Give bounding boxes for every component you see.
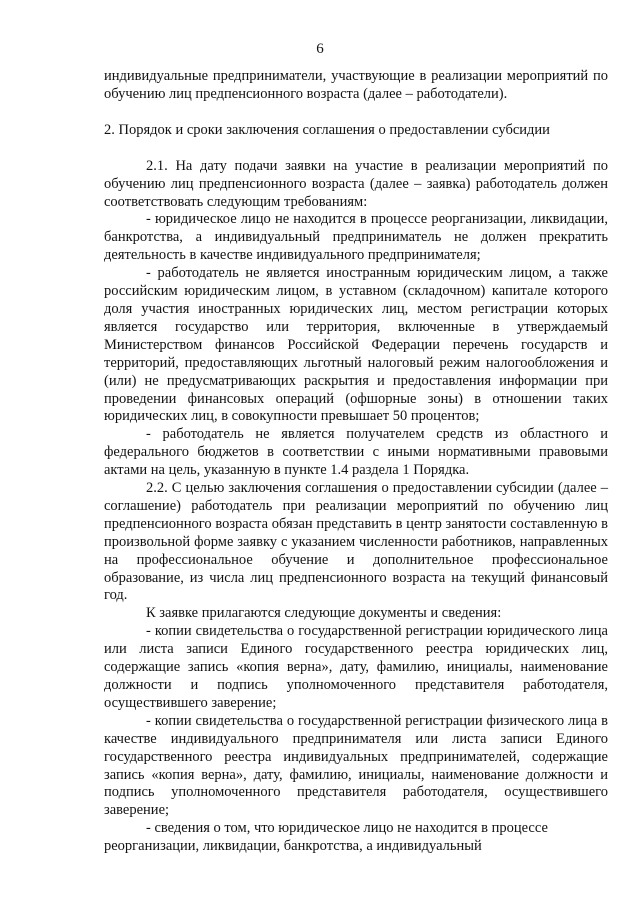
paragraph-2-2: 2.2. С целью заключения соглашения о предоставлении субсидии (далее – соглашение) работодатель при реализации мероприятий по обучению лиц предпенсионного возраста обязан представить в центр занятости составленную в произвольной форме заявку с указанием численности работников, направленных на профессиональное обучение и дополнительное профессиональное образование, из числа лиц предпенсионного возраста на текущий финансовый год.: [104, 480, 608, 604]
requirement-item: - юридическое лицо не находится в процессе реорганизации, ликвидации, банкротства, а индивидуальный предприниматель не должен прекратить деятельность в качестве индивидуального предпринимателя;: [104, 211, 608, 264]
attachment-item: - копии свидетельства о государственной регистрации физического лица в качестве индивидуального предпринимателя или листа записи Единого государственного реестра индивидуальных предпринимателей, содержащие запись «копия верна», дату, фамилию, инициалы, наименование должности и подпись уполномоченного представителя работодателя, осуществившего заверение;: [104, 712, 608, 819]
section-heading: 2. Порядок и сроки заключения соглашения о предоставлении субсидии: [104, 121, 550, 138]
attachment-item-continued: реорганизации, ликвидации, банкротства, а индивидуальный: [104, 838, 482, 855]
paragraph-2-1: 2.1. На дату подачи заявки на участие в реализации мероприятий по обучению лиц предпенсионного возраста (далее – заявка) работодатель должен соответствовать следующим требованиям:: [104, 157, 608, 210]
requirement-item: - работодатель не является иностранным юридическим лицом, а также российским юридическим лицом, в уставном (складочном) капитале которого доля участия иностранных юридических лиц, местом регистрации которых является государство или территория, включенные в утверждаемый Министерством финансов Российской Федерации перечень государств и территорий, предоставляющих льготный налоговый режим налогообложения и (или) не предусматривающих раскрытия и предоставления информации при проведении финансовых операций (офшорные зоны) в отношении таких юридических лиц, в совокупности превышает 50 процентов;: [104, 265, 608, 425]
requirement-item: - работодатель не является получателем средств из областного и федерального бюджетов в соответствии с иными нормативными правовыми актами на цель, указанную в пункте 1.4 раздела 1 Порядка.: [104, 426, 608, 479]
page-number: 6: [316, 41, 324, 57]
attachment-item: - сведения о том, что юридическое лицо не находится в процессе: [146, 820, 548, 837]
attachment-item: - копии свидетельства о государственной регистрации юридического лица или листа записи Единого государственного реестра юридических лиц, содержащие запись «копия верна», дату, фамилию, инициалы, наименование должности и подпись уполномоченного представителя работодателя, осуществившего заверение;: [104, 623, 608, 711]
continuation-paragraph: индивидуальные предприниматели, участвующие в реализации мероприятий по обучению лиц предпенсионного возраста (далее – работодатели).: [104, 68, 608, 102]
attachments-intro: К заявке прилагаются следующие документы и сведения:: [146, 605, 502, 622]
document-body: [104, 68, 608, 856]
